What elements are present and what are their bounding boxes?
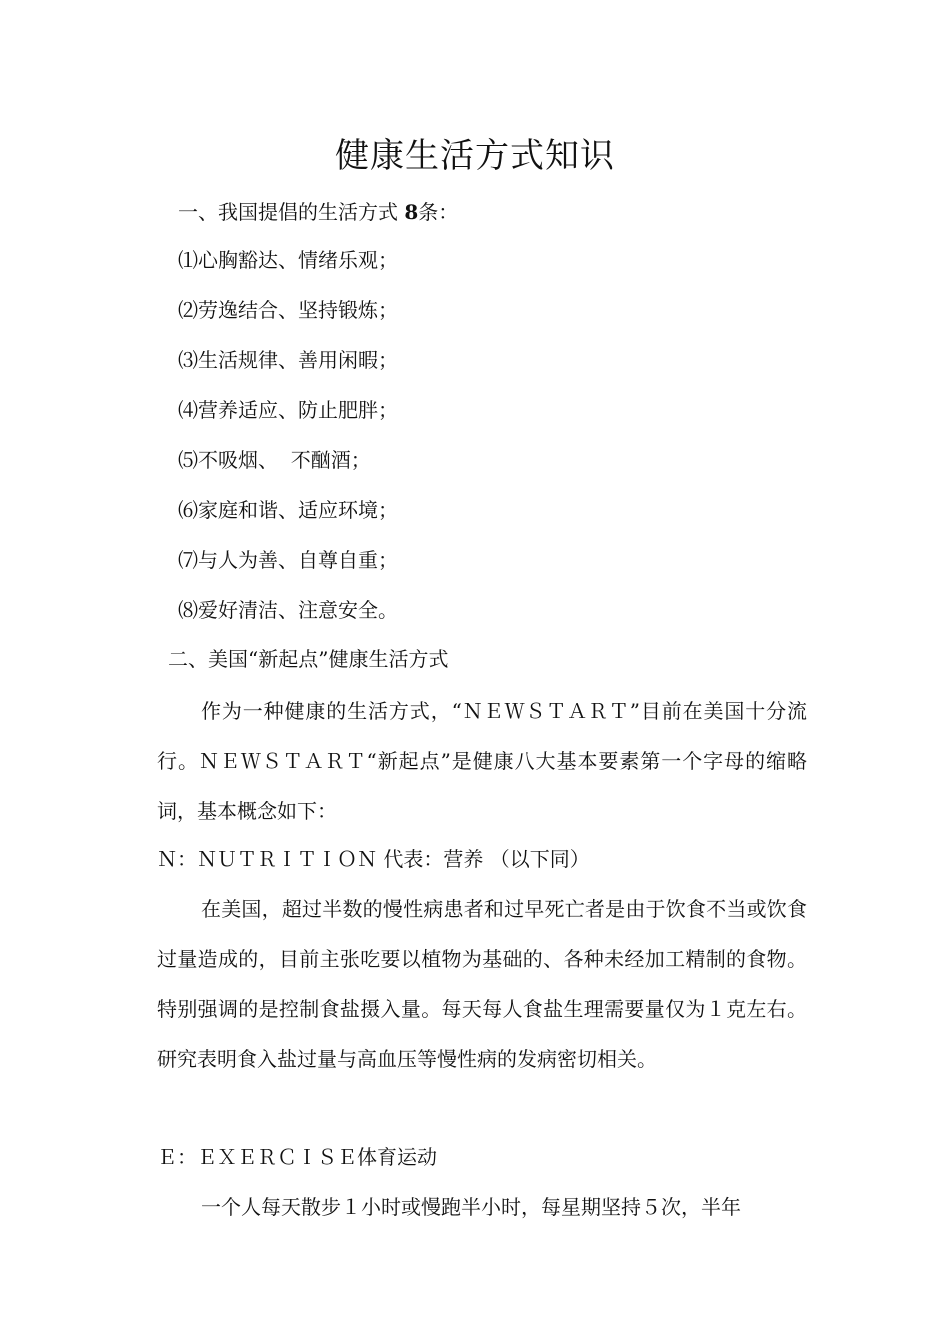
section1-heading-number: 8 (404, 200, 419, 224)
list-item: ⑷营养适应、防止肥胖； (178, 398, 398, 422)
section1-heading-suffix: 条： (418, 200, 459, 224)
nutrition-paragraph: 在美国，超过半数的慢性病患者和过早死亡者是由于饮食不当或饮食过量造成的，目前主张吃要以植物为基础的、各种未经加工精制的食物。特别强调的是控制食盐摄入量。每天每人食盐生理需要量仅为１克左右。研究表明食入盐过量与高血压等慢性病的发病密切相关。 (157, 897, 807, 1071)
list-item: ⑹家庭和谐、适应环境； (178, 498, 398, 522)
list-item: ⑻爱好清洁、注意安全。 (178, 598, 398, 622)
exercise-paragraph: 一个人每天散步１小时或慢跑半小时，每星期坚持５次，半年 (201, 1195, 741, 1219)
nutrition-label: Ｎ：ＮＵＴＲＩＴＩＯＮ 代表：营养 （以下同） (157, 847, 590, 871)
exercise-label: Ｅ：ＥＸＥＲＣＩＳＥ体育运动 (157, 1145, 437, 1169)
list-item: ⑴心胸豁达、情绪乐观； (178, 248, 398, 272)
list-item: ⑵劳逸结合、坚持锻炼； (178, 298, 398, 322)
list-item: ⑸不吸烟、 不酗酒； (178, 448, 371, 472)
list-item: ⑶生活规律、善用闲暇； (178, 348, 398, 372)
section2-heading: 二、美国“新起点”健康生活方式 (168, 647, 449, 671)
page-title: 健康生活方式知识 (335, 136, 615, 176)
list-item: ⑺与人为善、自尊自重； (178, 548, 398, 572)
section1-heading-prefix: 一、我国提倡的生活方式 (178, 200, 398, 224)
section1-heading (178, 198, 458, 226)
section2-intro-paragraph: 作为一种健康的生活方式，“ＮＥＷＳＴＡＲＴ”目前在美国十分流行。ＮＥＷＳＴＡＲＴ“新起点”是健康八大基本要素第一个字母的缩略词，基本概念如下： (157, 699, 807, 823)
